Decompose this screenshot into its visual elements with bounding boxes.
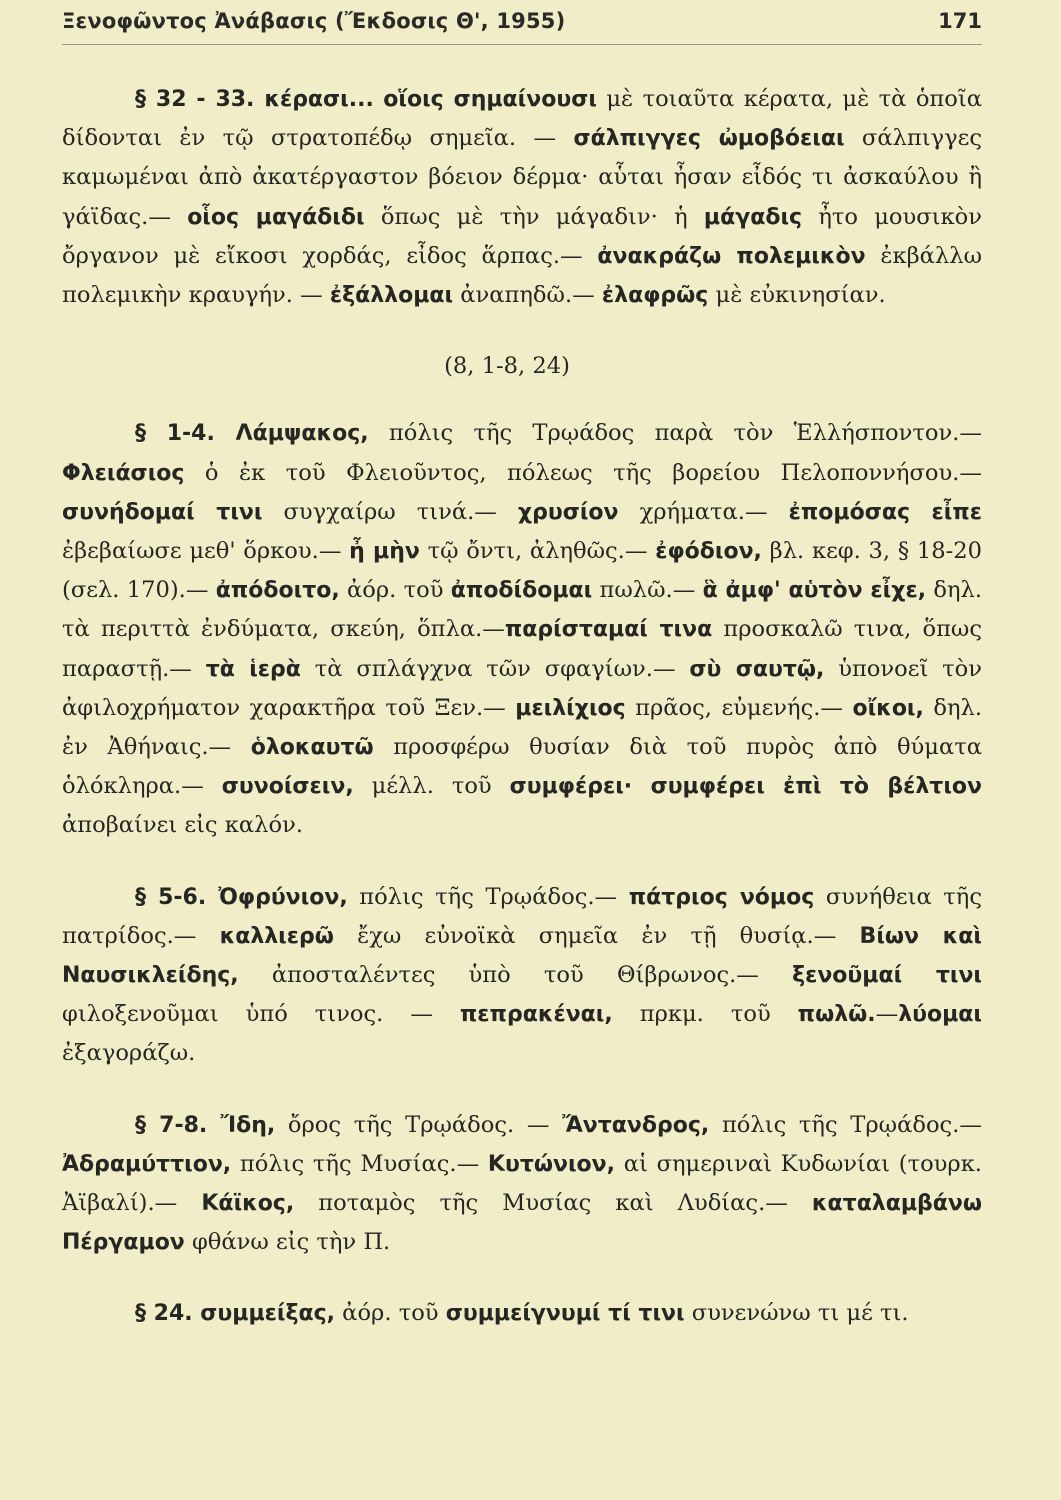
headword: μειλίχιος [515,695,626,721]
headword: Κάϊκος, [201,1191,295,1217]
section-mark: § 1-4. [135,421,236,447]
headword: ὁλοκαυτῶ [250,735,374,761]
headword: πωλῶ. [797,1002,876,1028]
headword: ἐφόδιον, [655,539,762,565]
gloss: — [875,1001,899,1028]
headword: Ὀφρύνιον, [218,884,348,910]
gloss: ἔχω εὐνοϊκὰ σημεῖα ἐν τῇ θυσίᾳ.— [333,922,860,949]
gloss: σάλπιγγες καμωμέναι ἀπὸ ἀκατέργαστον βόειον δέρμα· αὗται ἦσαν εἶδός τι ἀσκαύλου ἢ γάϊδας.— [62,125,983,230]
gloss: πόλις τῆς Τρῳάδος παρὰ τὸν Ἑλλήσποντον.— [368,420,982,447]
paragraph-7-8 [62,1106,982,1263]
headword: ἃ ἀμφ' αὑτὸν εἶχε, [702,578,927,604]
headword: συνοίσειν, [221,774,354,800]
gloss: φιλοξενοῦμαι ὑπό τινος. — [62,1001,460,1028]
headword: ἀπόδοιτο, [215,578,340,604]
gloss: πωλῶ.— [592,577,703,604]
gloss: ἀποσταλέντες ὑπὸ τοῦ Θίβρωνος.— [238,962,793,989]
headword: χρυσίον [517,499,619,525]
gloss: πόλις τῆς Μυσίας.— [231,1150,488,1177]
gloss: δηλ. τὰ περιττὰ ἐνδύματα, σκεύη, ὅπλα.— [62,577,983,643]
headword: Βίων καὶ Ναυσικλείδης, [62,923,982,989]
gloss: προσκαλῶ τινα, ὅπως παραστῇ.— [62,616,982,682]
spacer [62,1262,982,1294]
gloss: ἐξαγοράζω. [62,1040,196,1067]
gloss: συνήθεια τῆς πατρίδος.— [62,883,982,949]
headword: ἦ μὴν [349,539,420,565]
section-mark: § 7-8. [135,1112,221,1138]
gloss: ἀόρ. τοῦ [335,1300,446,1327]
gloss: πρκμ. τοῦ [612,1001,798,1028]
spacer [62,1074,982,1106]
headword: Φλειάσιος [62,460,185,486]
headword: τὰ ἱερὰ [205,656,301,682]
headword: ξενοῦμαί τινι [792,963,982,989]
headword: Ἄντανδρος, [562,1112,710,1138]
gloss: μὲ τοιαῦτα κέρατα, μὲ τὰ ὁποῖα δίδονται ἐν τῷ στρατοπέδῳ σημεῖα. — [62,86,983,152]
gloss [374,86,383,112]
gloss: πόλις τῆς Τρῳάδος.— [709,1111,982,1138]
headword: Ἴδη, [220,1112,276,1138]
gloss: τῷ ὄντι, ἀληθῶς.— [419,538,656,565]
headword: πάτριος νόμος [628,884,815,910]
gloss: χρήματα.— [618,498,789,525]
gloss: τὰ σπλάγχνα τῶν σφαγίων.— [300,655,690,682]
gloss: ἐκβάλλω πολεμικὴν κραυγήν. — [62,242,982,309]
gloss: ὑπονοεῖ τὸν ἀφιλοχρήματον χαρακτῆρα τοῦ Ξεν.— [62,655,982,721]
gloss: ἀόρ. τοῦ [339,577,451,604]
headword: συμφέρει· συμφέρει ἐπὶ τὸ βέλτιον [509,774,983,800]
headword: ἀνακράζω πολεμικὸν [597,243,866,269]
section-mark: § 5-6. [135,884,219,910]
gloss: φθάνω εἰς τὴν Π. [184,1229,391,1256]
headword: συμμείγνυμί τί τινι [445,1301,685,1327]
headword: ἐξάλλομαι [329,283,454,309]
gloss: συγχαίρω τινά.— [262,498,518,525]
gloss: ὁ ἐκ τοῦ Φλειοῦντος, πόλεως τῆς βορείου Πελοποννήσου.— [184,459,982,486]
headword: καλλιερῶ [219,923,334,949]
gloss: ποταμὸς τῆς Μυσίας καὶ Λυδίας.— [294,1190,812,1217]
gloss: ἀναπηδῶ.— [453,282,602,309]
gloss: δηλ. ἐν Ἀθήναις.— [62,694,983,761]
gloss: ὅπως μὲ τὴν μάγαδιν· ἡ [364,203,704,230]
headword: σὺ σαυτῷ, [689,656,825,682]
gloss: ὄρος τῆς Τρῳάδος. — [275,1111,563,1138]
gloss: μὲ εὐκινησίαν. [708,282,886,309]
headword: συνήδομαί τινι [62,499,263,525]
headword: σάλπιγγες ὠμοβόειαι [573,126,845,152]
gloss: πρᾶος, εὐμενής.— [625,694,853,721]
spacer [62,386,982,414]
page-number: 171 [938,9,982,33]
gloss: προσφέρω θυσίαν διὰ τοῦ πυρὸς ἀπὸ θύματα ὁλόκληρα.— [62,734,982,800]
section-mark: § 24. [135,1301,201,1327]
gloss: μέλλ. τοῦ [353,773,510,800]
headword: ἀποδίδομαι [450,578,593,604]
headword: κέρασι... [264,87,374,112]
section-mark: § 32 - 33. [135,87,265,112]
headword: Λάμψακος, [235,421,369,447]
gloss: ἐβεβαίωσε μεθ' ὅρκου.— [62,538,350,565]
headword: οἴκοι, [852,695,924,721]
headword: καταλαμβάνω Πέργαμον [62,1191,982,1256]
paragraph-5-6 [62,878,982,1074]
headword: οἷος μαγάδιδι [187,204,365,230]
headword: λύομαι [898,1002,982,1028]
header-title: Ξενοφῶντος Ἀνάβασις (Ἔκδοσις Θ', 1955) [62,9,566,33]
headword: οἵοις σημαίνουσι [383,87,597,112]
gloss: αἱ σημεριναὶ Κυδωνίαι (τουρκ. Ἀϊβαλί).— [62,1150,982,1217]
headword: Ἀδραμύττιον, [62,1151,232,1177]
paragraph-1-4 [62,414,982,845]
spacer [62,315,982,347]
commentary-body [62,80,982,1334]
headword: μάγαδις [703,204,803,230]
gloss: πόλις τῆς Τρῳάδος.— [347,883,629,910]
headword: παρίσταμαί τινα [504,617,713,643]
header-rule [62,44,982,45]
headword: ἐπομόσας εἶπε [788,499,982,525]
gloss: ἦτο μουσικὸν ὄργανον μὲ εἴκοσι χορδάς, εἶδος ἅρπας.— [62,203,983,269]
gloss: συνενώνω τι μέ τι. [684,1300,909,1327]
running-header [62,4,982,38]
headword: πεπρακέναι, [459,1002,613,1028]
headword: ἐλαφρῶς [601,283,709,309]
spacer [62,846,982,878]
headword: Κυτώνιον, [487,1151,616,1177]
paragraph-32-33 [62,80,982,315]
chapter-reference: (8, 1-8, 24) [444,353,570,380]
paragraph-24 [62,1294,982,1333]
gloss: βλ. κεφ. 3, § 18-20 (σελ. 170).— [62,538,982,604]
gloss: ἀποβαίνει εἰς καλόν. [62,812,303,839]
headword: συμμείξας, [200,1301,335,1327]
